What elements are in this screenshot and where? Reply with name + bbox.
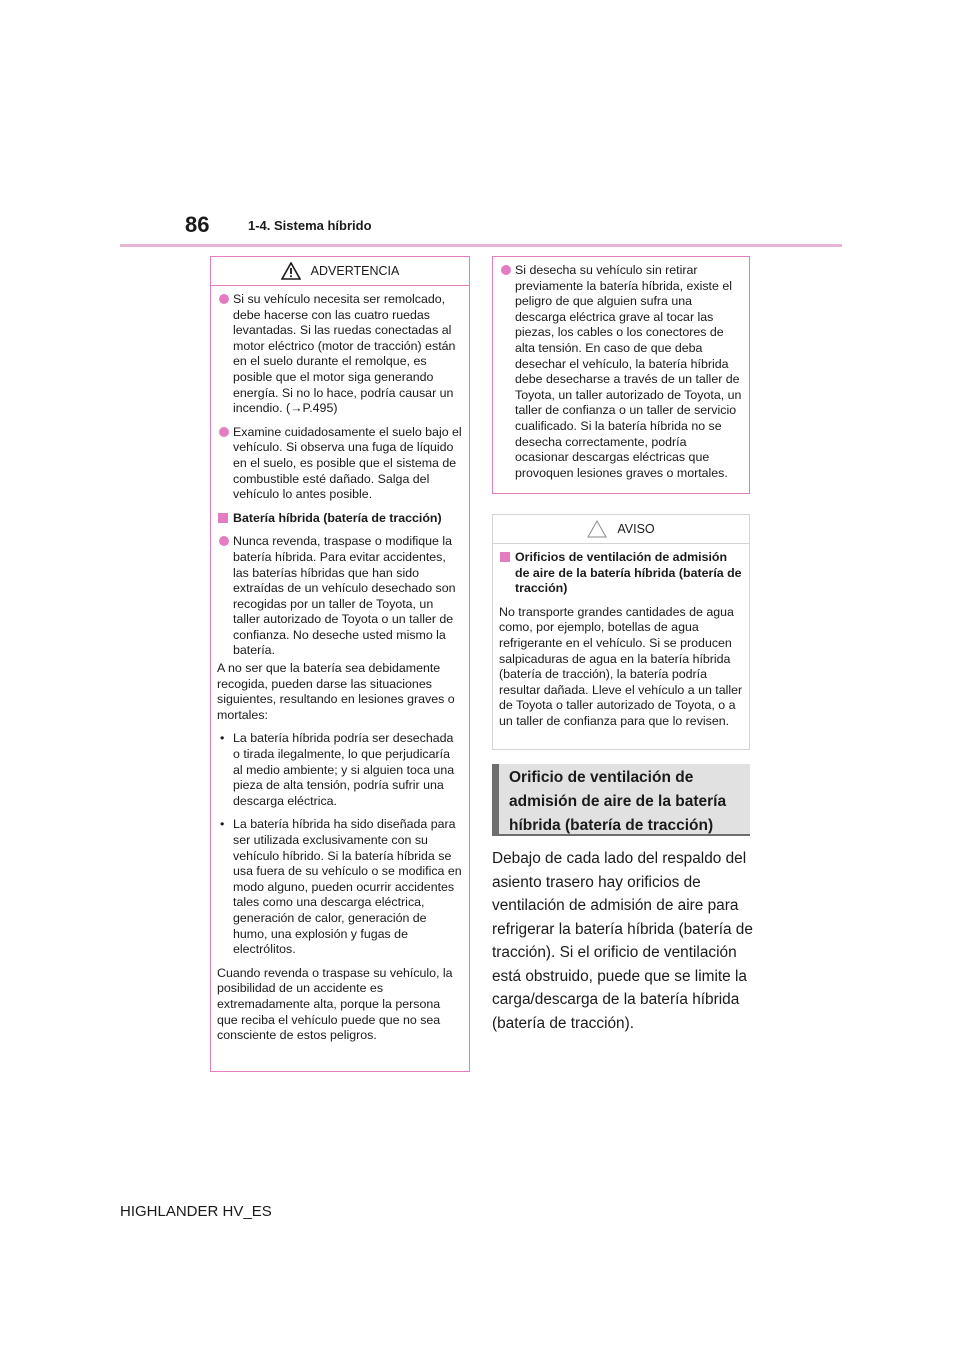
bullet-mark: • — [220, 817, 225, 832]
section-heading: Orificio de ventilación de admisión de aire de la batería híbrida (batería de tracción) — [509, 769, 727, 834]
warning-item-text: Si su vehículo necesita ser remolcado, debe hacerse con las cuatro ruedas levantadas. Si las ruedas conectadas al motor eléctrico (motor de tracción) están en el suelo durante el remolque, es posible que el motor siga generando energía. Si no lo hace, podría causar un incendio. (→P.495) — [233, 292, 456, 416]
warning-bullet-text: La batería híbrida podría ser desechada o tirada ilegalmente, lo que perjudicaría al medio ambiente; y si alguien toca una pieza de alta tensión, podría sufrir una descarga eléctrica. — [233, 731, 455, 808]
notice-box-body — [493, 544, 749, 744]
warning-item — [217, 534, 463, 659]
warning-title: ADVERTENCIA — [310, 264, 400, 278]
warning-box-body — [211, 286, 469, 1058]
warning-paragraph: A no ser que la batería sea debidamente recogida, pueden darse las situaciones siguientes, resultando en lesiones graves o mortales: — [217, 661, 455, 722]
header-rule — [120, 244, 842, 247]
warning-box — [210, 256, 470, 1072]
warning-item-text: Examine cuidadosamente el suelo bajo el vehículo. Si observa una fuga de líquido en el suelo, es posible que el sistema de combustible esté dañado. Salga del vehículo lo antes posible. — [233, 424, 462, 502]
warning-item-text: Si desecha su vehículo sin retirar previamente la batería híbrida, existe el peligro de que alguien sufra una descarga eléctrica grave al tocar las piezas, los cables o los conectores de alta tensión. En caso de que deba desechar el vehículo, la batería híbrida debe desecharse a través de un taller de Toyota, un taller autorizado de Toyota, un taller de confianza o un taller de servicio cualificado. Si la batería híbrida no se desecha correctamente, podría ocasionar descargas eléctricas que provoquen lesiones graves o mortales. — [515, 263, 742, 480]
notice-box — [492, 514, 750, 750]
section-title: 1-4. Sistema híbrido — [248, 218, 372, 233]
warning-continued-box — [492, 256, 750, 494]
square-bullet-icon — [500, 552, 510, 562]
section-body-text: Debajo de cada lado del respaldo del asiento trasero hay orificios de ventilación de admisión de aire para refrigerar la batería híbrida (batería de tracción). Si el orificio de ventilación está obstruido, puede que se limite la carga/descarga de la batería híbrida (batería de tracción). — [492, 850, 753, 1032]
warning-continued-body — [493, 257, 749, 487]
notice-subheading-text: Orificios de ventilación de admisión de aire de la batería híbrida (batería de tracción) — [515, 550, 742, 596]
notice-title: AVISO — [617, 522, 655, 536]
warning-subheading — [217, 511, 463, 527]
warning-item — [217, 425, 463, 503]
notice-box-header — [493, 515, 749, 544]
footer-model-label: HIGHLANDER HV_ES — [120, 1203, 272, 1220]
warning-bullet — [217, 817, 463, 957]
warning-bullet — [217, 731, 463, 809]
warning-box-header — [211, 257, 469, 286]
page-number: 86 — [185, 212, 210, 237]
warning-item — [499, 263, 743, 481]
warning-item-text: Nunca revenda, traspase o modifique la batería híbrida. Para evitar accidentes, las baterías híbridas que han sido extraídas de un vehículo desechado son recogidas por un taller de Toyota, un taller autorizado de Toyota o un taller de confianza. No deseche usted mismo la batería. — [233, 534, 456, 658]
notice-subheading — [499, 550, 743, 597]
bullet-dot-icon — [219, 294, 229, 304]
bullet-dot-icon — [501, 265, 511, 275]
warning-subheading-text: Batería híbrida (batería de tracción) — [233, 510, 442, 525]
warning-item — [217, 292, 463, 417]
warning-paragraph: Cuando revenda o traspase su vehículo, la posibilidad de un accidente es extremadamente alta, porque la persona que reciba el vehículo puede que no sea consciente de estos peligros. — [217, 965, 453, 1043]
bullet-dot-icon — [219, 427, 229, 437]
warning-triangle-icon — [281, 262, 301, 280]
square-bullet-icon — [218, 513, 228, 523]
bullet-mark: • — [220, 731, 225, 746]
warning-bullet-text: La batería híbrida ha sido diseñada para ser utilizada exclusivamente con su vehículo híbrido. Si la batería híbrida se usa fuera de su vehículo o se modifica en modo alguno, pueden ocurrir accidentes tales como una descarga eléctrica, generación de calor, generación de humo, una explosión y fugas de electrólitos. — [233, 817, 462, 957]
bullet-dot-icon — [219, 536, 229, 546]
notice-triangle-icon — [587, 520, 607, 538]
section-heading-bar — [492, 764, 750, 836]
notice-text: No transporte grandes cantidades de agua como, por ejemplo, botellas de agua refrigerante en el vehículo. Si se producen salpicaduras de agua en la batería híbrida (batería de tracción), la batería podría resultar dañada. Lleve el vehículo a un taller de Toyota o taller autorizado de Toyota, o a un taller de confianza para que lo revisen. — [499, 604, 743, 728]
